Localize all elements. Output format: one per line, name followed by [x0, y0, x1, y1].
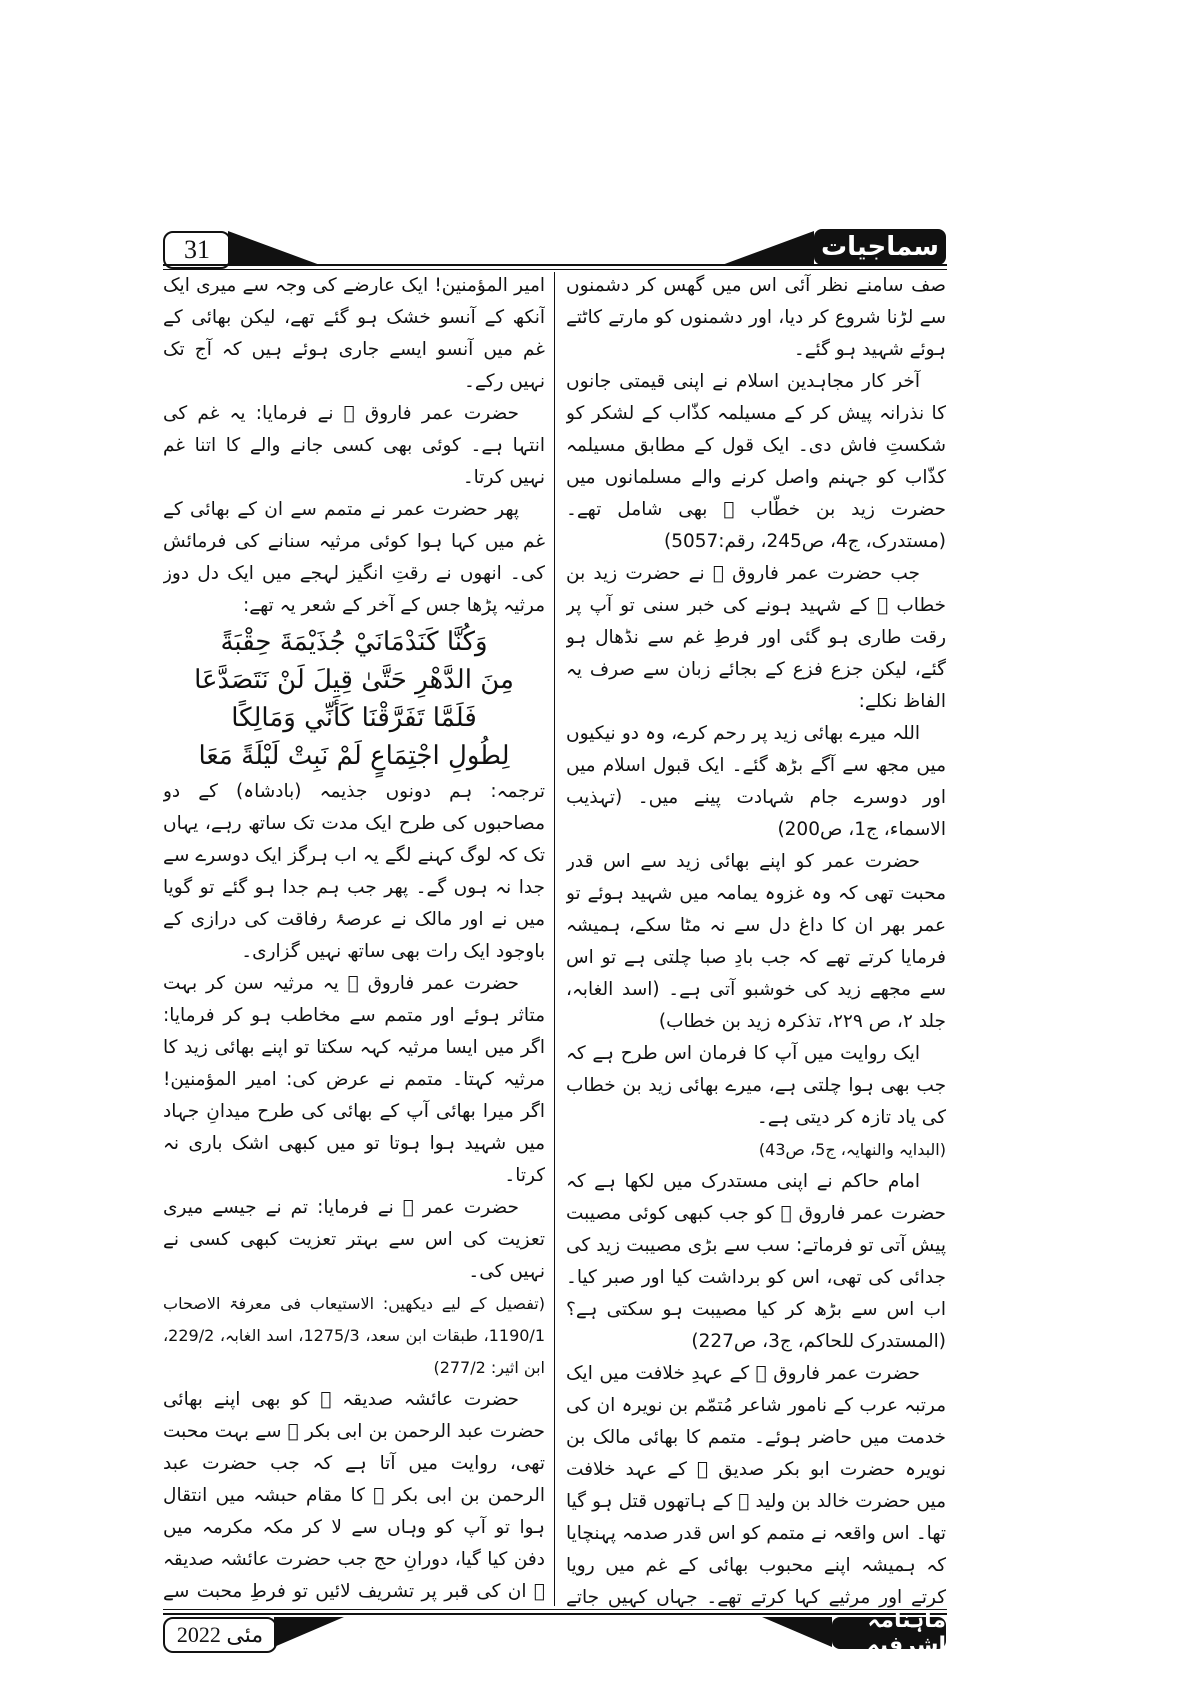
magazine-title-box [832, 1608, 946, 1658]
verse-line: مِنَ الدَّهْرِ حَتَّىٰ قِيلَ لَنْ نَتَصَدَّعَا [194, 665, 514, 695]
page-number: 31 [184, 235, 210, 264]
verse-line: فَلَمَّا تَفَرَّقْنَا كَأَنِّي وَمَالِكًا [231, 703, 477, 733]
right-para-5: حضرت عمر کو اپنے بھائی زید سے اس قدر محبت تھی کہ وہ غزوہ یمامہ میں شہید ہوئے تو عمر بھر ان کا داغ دل سے نہ مٹا سکے، ہمیشہ فرمایا کرتے تھے کہ جب بادِ صبا چلتی ہے تو اس سے مجھے زید کی خوشبو آتی ہے۔ (اسد الغابہ، جلد ۲، ص ۲۲۹، تذکرہ زید بن خطاب) [566, 851, 946, 1032]
left-para-7: حضرت عائشہ صدیقہ ﷛ کو بھی اپنے بھائی حضرت عبد الرحمن بن ابی بکر ﷛ سے بہت محبت تھی، روایت میں آتا ہے کہ جب حضرت عبد الرحمن بن ابی بکر ﷛ کا مقام حبشہ میں انتقال ہوا تو آپ کو وہاں سے لا کر مکہ مکرمہ میں دفن کیا گیا، دورانِ حج جب حضرت عائشہ صدیقہ ﷛ ان کی قبر پر تشریف لائیں تو فرطِ محبت سے [163, 1389, 545, 1602]
magazine-title: ماہنامہ اشرفیہ [866, 1608, 946, 1658]
right-para-1: صف سامنے نظر آئی اس میں گھس کر دشمنوں سے لڑنا شروع کر دیا، اور دشمنوں کو مارتے کاٹتے ہوئے شہید ہو گئے۔ [566, 275, 946, 360]
left-column [163, 270, 545, 1608]
left-para-3: پھر حضرت عمر نے متمم سے ان کے بھائی کے غم میں کہا ہوا کوئی مرثیہ سنانے کی فرمائش کی۔ انھوں نے رقتِ انگیز لہجے میں ایک دل دوز مرثیہ پڑھا جس کے آخر کے شعر یہ تھے: [163, 499, 545, 616]
right-para-6: ایک روایت میں آپ کا فرمان اس طرح ہے کہ جب بھی ہوا چلتی ہے، میرے بھائی زید بن خطاب کی یاد تازہ کر دیتی ہے۔ [566, 1043, 946, 1128]
left-para-2: حضرت عمر فاروق ﷛ نے فرمایا: یہ غم کی انتہا ہے۔ کوئی بھی کسی جانے والے کا اتنا غم نہیں کرتا۔ [163, 403, 545, 488]
header-left-wedge [228, 231, 320, 265]
column-divider [554, 272, 555, 1606]
section-title: سماجیات [820, 232, 939, 262]
right-para-8: حضرت عمر فاروق ﷛ کے عہدِ خلافت میں ایک مرتبہ عرب کے نامور شاعر مُتمّم بن نویرہ ان کی خدمت میں حاضر ہوئے۔ متمم کا بھائی مالک بن نویرہ حضرت ابو بکر صدیق ﷛ کے عہد خلافت میں حضرت خالد بن ولید ﷛ کے ہاتھوں قتل ہو گیا تھا۔ اس واقعہ نے متمم کو اس قدر صدمہ پہنچایا کہ ہمیشہ اپنے محبوب بھائی کے غم میں رویا کرتے اور مرثیے کہا کرتے تھے۔ جہاں کہیں جاتے [566, 1363, 946, 1608]
arabic-verses-1 [163, 624, 545, 774]
right-para-3: جب حضرت عمر فاروق ﷛ نے حضرت زید بن خطاب ﷛ کے شہید ہونے کی خبر سنی تو آپ پر رقت طاری ہو گئی اور فرطِ غم سے نڈھال ہو گئے، لیکن جزع فزع کے بجائے زبان سے صرف یہ الفاظ نکلے: [566, 563, 946, 712]
footer-rule-top [163, 1609, 947, 1610]
footer-rule-bottom [163, 1613, 947, 1615]
verse-line: وَكُنَّا كَنَدْمَانَيْ جُذَيْمَةَ حِقْبَةً [220, 627, 488, 657]
right-para-4: اللہ میرے بھائی زید پر رحم کرے، وہ دو نیکیوں میں مجھ سے آگے بڑھ گئے۔ ایک قبول اسلام میں اور دوسرے جام شہادت پینے میں۔ (تہذیب الاسماء، ج1، ص200) [566, 723, 946, 840]
left-para-5: حضرت عمر فاروق ﷛ یہ مرثیہ سن کر بہت متاثر ہوئے اور متمم سے مخاطب ہو کر فرمایا: اگر میں ایسا مرثیہ کہہ سکتا تو اپنے بھائی زید کا مرثیہ کہتا۔ متمم نے عرض کی: امیر المؤمنین! اگر میرا بھائی آپ کے بھائی کی طرح میدانِ جہاد میں شہید ہوا ہوتا تو میں کبھی اشک باری نہ کرتا۔ [163, 973, 545, 1186]
header-right-wedge [722, 231, 814, 265]
header-rule-top [163, 264, 947, 266]
section-title-box [814, 229, 946, 265]
right-para-7: امام حاکم نے اپنی مستدرک میں لکھا ہے کہ حضرت عمر فاروق ﷛ کو جب کبھی کوئی مصیبت پیش آتی تو فرماتے: سب سے بڑی مصیبت زید کی جدائی کی تھی، اس کو برداشت کیا اور صبر کیا۔ اب اس سے بڑھ کر کیا مصیبت ہو سکتی ہے؟ (المستدرک للحاکم، ج3، ص227) [566, 1171, 946, 1352]
right-column [566, 270, 946, 1608]
left-para-6: حضرت عمر ﷛ نے فرمایا: تم نے جیسے میری تعزیت کی اس سے بہتر تعزیت کبھی کسی نے نہیں کی۔ [163, 1197, 545, 1282]
left-para-1: امیر المؤمنین! ایک عارضے کی وجہ سے میری ایک آنکھ کے آنسو خشک ہو گئے تھے، لیکن بھائی کے غم میں آنسو ایسے جاری ہوئے ہیں کہ آج تک نہیں رکے۔ [163, 275, 545, 392]
right-citation: (البدایہ والنھایہ، ج5، ص43) [758, 1140, 946, 1159]
footer-right-wedge [762, 1617, 832, 1647]
verse-line: لِطُولِ اجْتِمَاعٍ لَمْ نَبِتْ لَيْلَةً مَعَا [198, 741, 510, 771]
right-para-2: آخر کار مجاہدین اسلام نے اپنی قیمتی جانوں کا نذرانہ پیش کر کے مسیلمہ کذّاب کے لشکر کو شکستِ فاش دی۔ ایک قول کے مطابق مسیلمہ کذّاب کو جہنم واصل کرنے والے مسلمانوں میں حضرت زید بن خطّاب ﷛ بھی شامل تھے۔ (مستدرک، ج4، ص245، رقم:5057) [566, 371, 946, 552]
left-citation: (تفصیل کے لیے دیکھیں: الاستیعاب فی معرفۃ الاصحاب 1190/1، طبقات ابن سعد، 1275/3، اسد الغابہ، 229/2، ابن اثیر: 277/2) [163, 1294, 545, 1377]
date-box [163, 1617, 277, 1653]
footer-left-wedge [274, 1617, 344, 1647]
left-para-4: ترجمہ: ہم دونوں جذیمہ (بادشاہ) کے دو مصاحبوں کی طرح ایک مدت تک ساتھ رہے، یہاں تک کہ لوگ کہنے لگے یہ اب ہرگز ایک دوسرے سے جدا نہ ہوں گے۔ پھر جب ہم جدا ہو گئے تو گویا میں نے اور مالک نے عرصۂ رفاقت کی درازی کے باوجود ایک رات بھی ساتھ نہیں گزاری۔ [163, 781, 545, 962]
issue-date: مئی 2022 [176, 1622, 264, 1647]
